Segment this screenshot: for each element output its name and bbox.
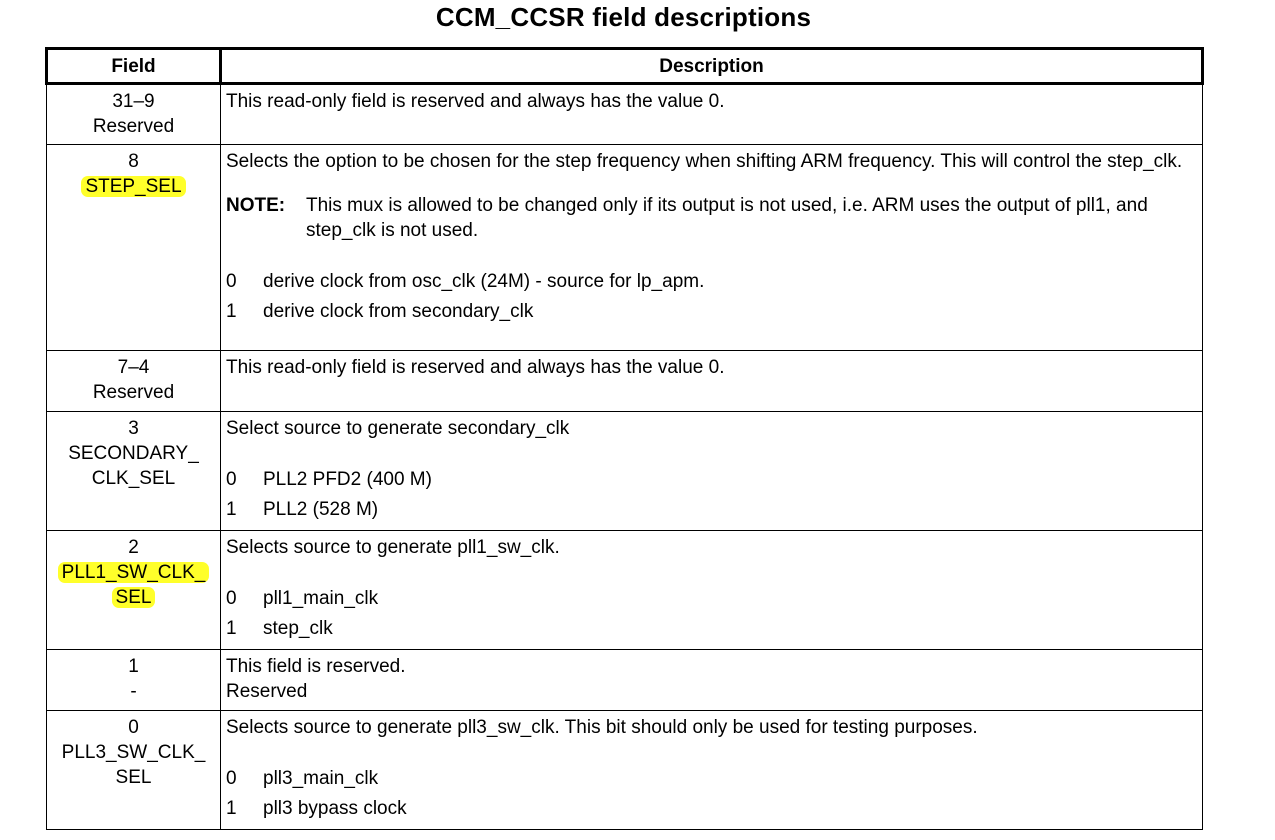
- option-list: [226, 583, 1194, 643]
- option-value: 0: [226, 767, 237, 789]
- list-item: [226, 583, 1194, 613]
- description-cell: [221, 84, 1203, 145]
- field-name: Reserved: [92, 382, 175, 403]
- option-text: derive clock from secondary_clk: [263, 300, 534, 322]
- option-list: [226, 266, 1194, 326]
- description-text: This field is reserved.: [226, 656, 406, 677]
- option-text: PLL2 PFD2 (400 M): [263, 468, 432, 490]
- page-title: CCM_CCSR field descriptions: [435, 2, 812, 32]
- option-value: 0: [226, 468, 237, 490]
- description-text: Selects source to generate pll3_sw_clk. This bit should only be used for testing purposes.: [226, 717, 978, 738]
- list-item: [226, 494, 1194, 524]
- field-name-highlighted: SEL: [112, 587, 156, 608]
- table-row: [47, 531, 1203, 650]
- field-name: SECONDARY_: [68, 443, 199, 464]
- field-name: -: [130, 681, 137, 702]
- field-cell: [47, 84, 221, 145]
- field-name-highlighted: PLL1_SW_CLK_: [58, 562, 210, 583]
- description-column-header: Description: [221, 49, 1203, 84]
- description-cell: [221, 650, 1203, 711]
- option-list: [226, 763, 1194, 823]
- field-bits: 31–9: [112, 91, 155, 112]
- table-row: [47, 711, 1203, 830]
- list-item: [226, 793, 1194, 823]
- field-cell: [47, 412, 221, 531]
- field-bits: 8: [128, 151, 139, 172]
- option-value: 1: [226, 617, 237, 639]
- field-bits: 3: [128, 418, 139, 439]
- field-name: Reserved: [92, 116, 175, 137]
- field-cell: [47, 711, 221, 830]
- field-cell: [47, 145, 221, 351]
- description-cell: [221, 145, 1203, 351]
- option-text: step_clk: [263, 617, 333, 639]
- option-text: derive clock from osc_clk (24M) - source for lp_apm.: [263, 270, 705, 292]
- description-text: Selects source to generate pll1_sw_clk.: [226, 537, 560, 558]
- field-bits: 0: [128, 717, 139, 738]
- option-text: pll1_main_clk: [263, 587, 379, 609]
- list-item: [226, 763, 1194, 793]
- description-text: Reserved: [226, 681, 308, 702]
- description-text: Select source to generate secondary_clk: [226, 418, 570, 439]
- list-item: [226, 613, 1194, 643]
- note-label: NOTE:: [226, 195, 286, 216]
- field-name-highlighted: STEP_SEL: [81, 176, 185, 197]
- table-row: [47, 84, 1203, 145]
- description-text: This read-only field is reserved and always has the value 0.: [226, 91, 725, 112]
- field-bits: 1: [128, 656, 139, 677]
- field-cell: [47, 351, 221, 412]
- option-text: pll3_main_clk: [263, 767, 379, 789]
- table-row: [47, 145, 1203, 351]
- field-bits: 7–4: [117, 357, 150, 378]
- field-name: CLK_SEL: [91, 468, 176, 489]
- option-text: pll3 bypass clock: [263, 797, 407, 819]
- description-cell: [221, 412, 1203, 531]
- description-text: This read-only field is reserved and always has the value 0.: [226, 357, 725, 378]
- table-row: [47, 412, 1203, 531]
- option-value: 1: [226, 797, 237, 819]
- note-text: This mux is allowed to be changed only if its output is not used, i.e. ARM uses the output of pll1, and step_clk is not used.: [306, 195, 1148, 241]
- note-block: [226, 193, 1194, 243]
- table-row: [47, 351, 1203, 412]
- option-value: 0: [226, 270, 237, 292]
- list-item: [226, 296, 1194, 326]
- option-list: [226, 464, 1194, 524]
- field-cell: [47, 650, 221, 711]
- field-bits: 2: [128, 537, 139, 558]
- field-column-header: Field: [47, 49, 221, 84]
- description-cell: [221, 351, 1203, 412]
- description-text: Selects the option to be chosen for the step frequency when shifting ARM frequency. This will control the step_clk.: [226, 151, 1183, 172]
- list-item: [226, 464, 1194, 494]
- table-header-row: [47, 49, 1203, 84]
- table-row: [47, 650, 1203, 711]
- option-value: 1: [226, 300, 237, 322]
- option-text: PLL2 (528 M): [263, 498, 379, 520]
- field-cell: [47, 531, 221, 650]
- description-cell: [221, 531, 1203, 650]
- option-value: 1: [226, 498, 237, 520]
- option-value: 0: [226, 587, 237, 609]
- description-cell: [221, 711, 1203, 830]
- list-item: [226, 266, 1194, 296]
- field-name: PLL3_SW_CLK_: [61, 742, 206, 763]
- field-name: SEL: [115, 767, 152, 788]
- field-descriptions-table: [45, 47, 1204, 830]
